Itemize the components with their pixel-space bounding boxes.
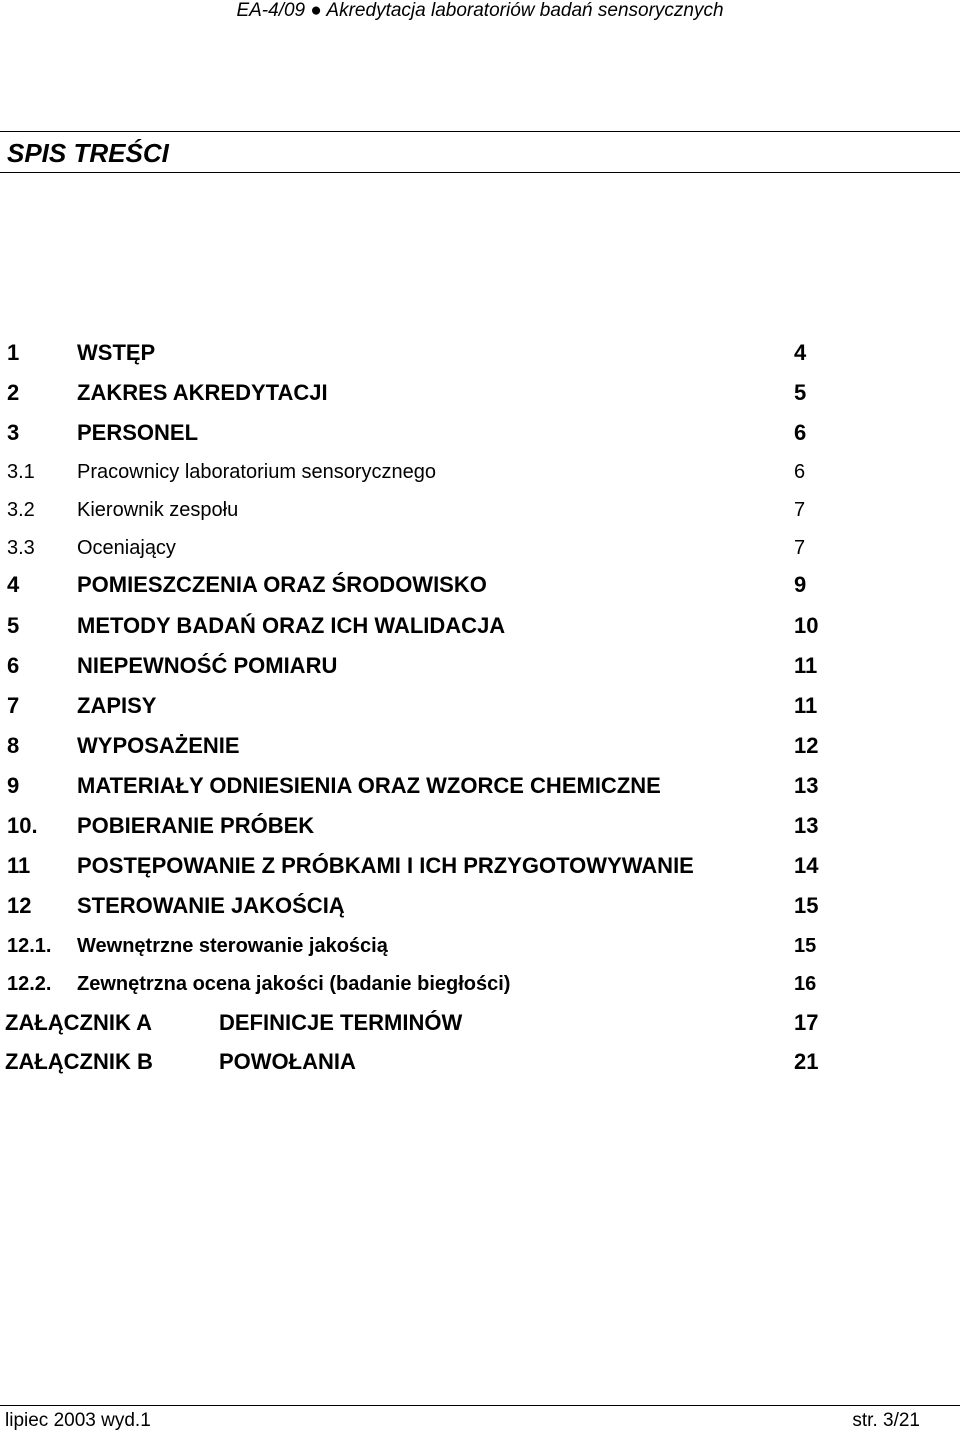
- toc-entry-page: 21: [794, 1049, 819, 1074]
- toc-entry-number: 2: [7, 380, 20, 405]
- toc-entry-number: 8: [7, 733, 20, 758]
- toc-entry[interactable]: [0, 892, 960, 922]
- toc-entry-title: WYPOSAŻENIE: [77, 733, 240, 758]
- toc-entry[interactable]: [0, 612, 960, 642]
- toc-entry-number: 3.3: [7, 537, 35, 559]
- toc-entry-page: 7: [794, 499, 806, 521]
- toc-entry[interactable]: [0, 852, 960, 882]
- toc-entry-title: POWOŁANIA: [219, 1049, 356, 1074]
- toc-entry-title: PERSONEL: [77, 420, 199, 445]
- toc-entry-page: 11: [794, 653, 818, 678]
- toc-entry-title: POMIESZCZENIA ORAZ ŚRODOWISKO: [77, 572, 487, 597]
- running-header: EA-4/09 ● Akredytacja laboratoriów badań sensorycznych: [236, 0, 724, 21]
- toc-entry-page: 6: [794, 420, 807, 445]
- toc-entry[interactable]: [0, 970, 960, 1000]
- toc-entry[interactable]: [0, 692, 960, 722]
- toc-entry-number: ZAŁĄCZNIK A: [5, 1010, 153, 1035]
- toc-entry[interactable]: [0, 496, 960, 526]
- toc-entry[interactable]: [0, 732, 960, 762]
- toc-entry[interactable]: [0, 534, 960, 564]
- toc-entry[interactable]: [0, 932, 960, 962]
- toc-entry-page: 6: [794, 461, 806, 483]
- toc-entry-page: 15: [794, 935, 817, 957]
- toc-entry-title: Wewnętrzne sterowanie jakością: [77, 935, 388, 957]
- toc-entry[interactable]: [0, 458, 960, 488]
- footer-rule: [0, 1405, 960, 1406]
- toc-entry-page: 9: [794, 572, 807, 597]
- footer-page-number: str. 3/21: [852, 1410, 920, 1431]
- toc-entry-page: 10: [794, 613, 819, 638]
- toc-entry-page: 15: [794, 893, 819, 918]
- toc-entry-title: Oceniający: [77, 537, 176, 559]
- toc-entry-number: 7: [7, 693, 20, 718]
- footer-edition: lipiec 2003 wyd.1: [5, 1410, 151, 1431]
- toc-entry-title: STEROWANIE JAKOŚCIĄ: [77, 893, 345, 918]
- toc-entry-title: NIEPEWNOŚĆ POMIARU: [77, 653, 338, 678]
- toc-entry[interactable]: [0, 339, 960, 369]
- toc-entry-title: METODY BADAŃ ORAZ ICH WALIDACJA: [77, 613, 506, 638]
- toc-entry-number: 10.: [7, 813, 38, 838]
- toc-entry-title: ZAKRES AKREDYTACJI: [77, 380, 328, 405]
- toc-entry-page: 11: [794, 693, 818, 718]
- toc-entry-title: Pracownicy laboratorium sensorycznego: [77, 461, 437, 483]
- toc-entry-page: 14: [794, 853, 819, 878]
- toc-entry-title: POSTĘPOWANIE Z PRÓBKAMI I ICH PRZYGOTOWYWANIE: [77, 853, 694, 878]
- toc-entry-title: DEFINICJE TERMINÓW: [219, 1010, 463, 1035]
- toc-entry[interactable]: [0, 772, 960, 802]
- toc-entry-number: 12.2.: [7, 973, 52, 995]
- toc-entry[interactable]: [0, 379, 960, 409]
- toc-entry-number: 3.1: [7, 461, 35, 483]
- toc-entry-title: ZAPISY: [77, 693, 157, 718]
- toc-entry-page: 13: [794, 773, 819, 798]
- toc-entry-page: 12: [794, 733, 819, 758]
- toc-entry[interactable]: [0, 419, 960, 449]
- toc-entry-page: 4: [794, 340, 807, 365]
- toc-entry-page: 17: [794, 1010, 819, 1035]
- toc-entry-number: 12: [7, 893, 32, 918]
- title-top-rule: [0, 131, 960, 132]
- toc-entry-page: 7: [794, 537, 806, 559]
- toc-entry-page: 5: [794, 380, 807, 405]
- toc-entry-number: 3: [7, 420, 20, 445]
- toc-entry-annex[interactable]: [0, 1048, 960, 1078]
- toc-entry[interactable]: [0, 812, 960, 842]
- toc-entry-number: 12.1.: [7, 935, 52, 957]
- toc-entry-number: 9: [7, 773, 20, 798]
- toc-entry-number: 6: [7, 653, 20, 678]
- toc-entry-number: ZAŁĄCZNIK B: [5, 1049, 153, 1074]
- toc-entry-number: 1: [7, 340, 20, 365]
- toc-entry-annex[interactable]: [0, 1009, 960, 1039]
- toc-entry-title: POBIERANIE PRÓBEK: [77, 813, 315, 838]
- toc-title: SPIS TREŚCI: [7, 138, 169, 168]
- toc-entry-page: 13: [794, 813, 819, 838]
- toc-entry-page: 16: [794, 973, 817, 995]
- toc-entry-title: MATERIAŁY ODNIESIENIA ORAZ WZORCE CHEMICZNE: [77, 773, 661, 798]
- toc-entry-number: 3.2: [7, 499, 35, 521]
- toc-entry[interactable]: [0, 571, 960, 601]
- toc-entry[interactable]: [0, 652, 960, 682]
- toc-entry-number: 4: [7, 572, 20, 597]
- toc-entry-number: 5: [7, 613, 20, 638]
- title-bottom-rule: [0, 172, 960, 173]
- toc-entry-number: 11: [7, 853, 31, 878]
- toc-entry-title: Zewnętrzna ocena jakości (badanie biegłości): [77, 973, 511, 995]
- toc-entry-title: WSTĘP: [77, 340, 156, 365]
- toc-entry-title: Kierownik zespołu: [77, 499, 239, 521]
